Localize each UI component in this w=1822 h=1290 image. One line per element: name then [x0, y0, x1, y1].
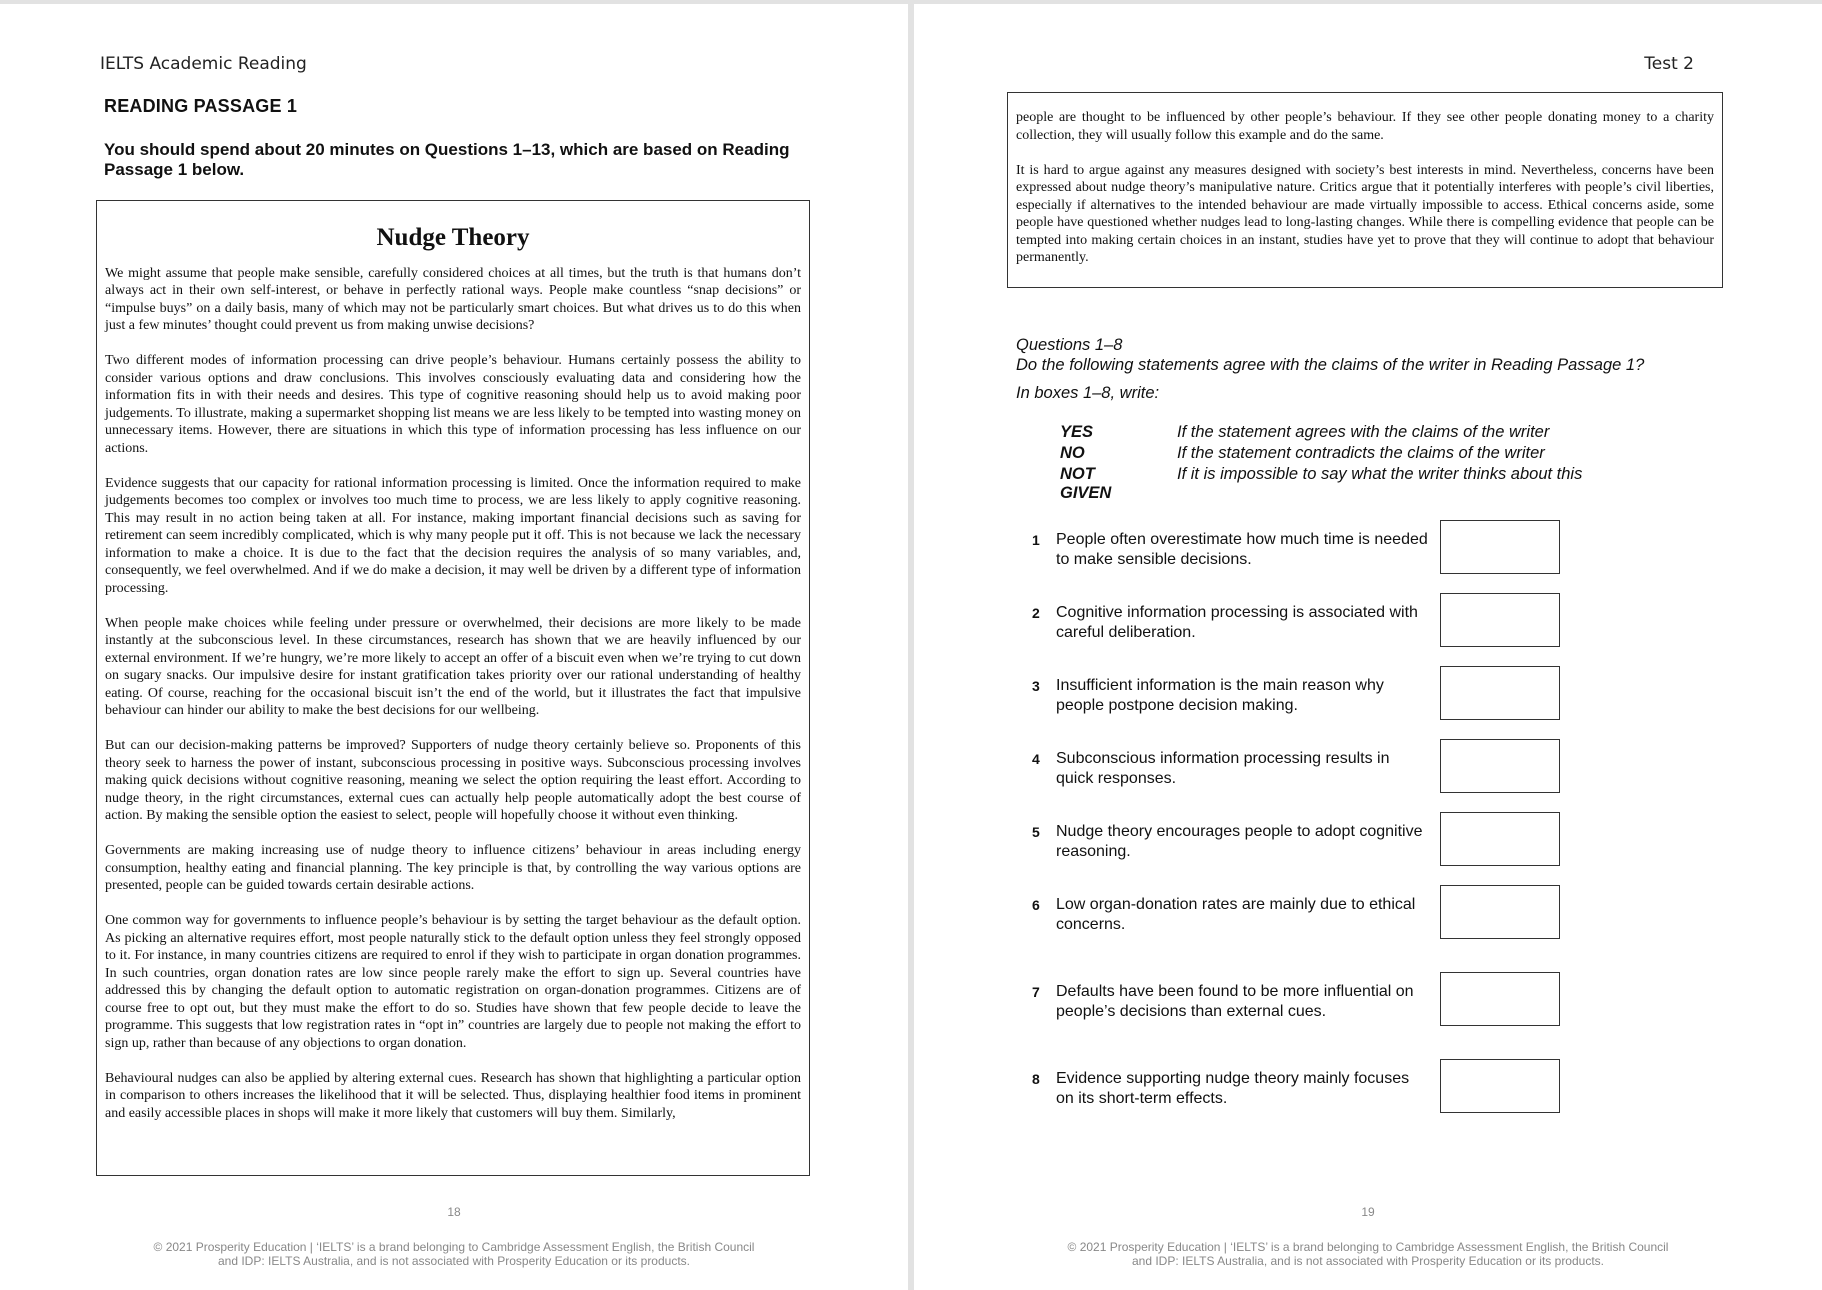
answer-box-5[interactable]: [1440, 812, 1560, 866]
question-text: Insufficient information is the main reason why people postpone decision making.: [1056, 677, 1384, 714]
question-number: 6: [1032, 897, 1040, 913]
answer-box-4[interactable]: [1440, 739, 1560, 793]
passage-title: READING PASSAGE 1: [104, 96, 298, 116]
paragraph: Two different modes of information processing can drive people’s behaviour. Humans certainly possess the ability to consider various options and draw conclusions. This involves consciously evaluating data and considering how the information fits in with their needs and desires. This type of cognitive reasoning should help us to avoid making poor judgements. To illustrate, making a supermarket shopping list means we are less likely to be tempted into wasting money on unnecessary items. However, there are situations in which this type of information processing has less influence on our actions.: [105, 353, 801, 456]
page-header: Test 2: [1644, 54, 1694, 74]
legend-key: YES: [1060, 423, 1094, 441]
question-number: 7: [1032, 984, 1040, 1000]
answer-box-2[interactable]: [1440, 593, 1560, 647]
answer-box-1[interactable]: [1440, 520, 1560, 574]
paragraph: people are thought to be influenced by other people’s behaviour. If they see other people donating money to a charity collection, they will usually follow this example and do the same.: [1016, 110, 1714, 143]
legend-key: NOT GIVEN: [1060, 465, 1112, 502]
paragraph: One common way for governments to influence people’s behaviour is by setting the target behaviour as the default option. As picking an alternative requires effort, most people naturally stick to the default option unless they feel strongly opposed to it. For instance, in many countries citizens are required to enrol if they wish to participate in organ donation programmes. In such countries, organ donation rates are low since people rarely make the effort to sign up. Several countries have addressed this by changing the default option to automatic registration on organ-donation programmes. Citizens are of course free to opt out, but they must make the effort to do so. Studies have shown that few people decide to leave the programme. This suggests that low registration rates in “opt in” countries are largely due to people not making the effort to sign up, rather than because of any objections to organ donation.: [105, 913, 801, 1051]
copyright-footer: [0, 1240, 908, 1268]
passage-instruction: You should spend about 20 minutes on Questions 1–13, which are based on Reading Passage 1 below.: [104, 140, 790, 179]
footer-line: © 2021 Prosperity Education | ‘IELTS’ is a brand belonging to Cambridge Assessment English, the British Council: [1067, 1240, 1669, 1254]
question-number: 2: [1032, 605, 1040, 621]
page-header: IELTS Academic Reading: [100, 54, 307, 74]
page-left: [0, 4, 908, 1290]
question-number: 3: [1032, 678, 1040, 694]
passage-continuation-box: [1007, 92, 1723, 288]
legend-desc: If the statement contradicts the claims of the writer: [1177, 444, 1545, 462]
page-right: [914, 4, 1822, 1290]
question-text: Defaults have been found to be more influential on people’s decisions than external cues.: [1056, 983, 1414, 1020]
question-number: 1: [1032, 532, 1040, 548]
page-number: 18: [447, 1205, 461, 1219]
paragraph: Governments are making increasing use of nudge theory to influence citizens’ behaviour in areas including energy consumption, healthy eating and financial planning. The key principle is that, by controlling the way various options are presented, people can be guided towards certain desirable actions.: [105, 843, 801, 893]
footer-line: © 2021 Prosperity Education | ‘IELTS’ is a brand belonging to Cambridge Assessment English, the British Council: [153, 1240, 755, 1254]
paragraph: When people make choices while feeling under pressure or overwhelmed, their decisions are more likely to be made instantly at the subconscious level. In these circumstances, research has shown that we are heavily influenced by our external environment. If we’re hungry, we’re more likely to accept an offer of a biscuit even when we’re trying to cut down on sugary snacks. Our impulsive desire for instant gratification takes priority over our rational understanding of healthy eating. Of course, reaching for the occasional biscuit isn’t the end of the world, but it illustrates the fact that impulsive behaviour can hinder our ability to make the best decisions for our wellbeing.: [105, 615, 801, 718]
paragraph: Behavioural nudges can also be applied by altering external cues. Research has shown that highlighting a particular option in comparison to others increases the likelihood that it will be selected. Thus, displaying healthier food items in prominent and easily accessible places in shops will make it more likely that customers will buy them. Similarly,: [105, 1070, 801, 1121]
answer-box-7[interactable]: [1440, 972, 1560, 1026]
paragraph: But can our decision-making patterns be improved? Supporters of nudge theory certainly believe so. Proponents of this theory seek to harness the power of instant, subconscious processing in positive ways. Subconscious processing involves making quick decisions without cognitive reasoning, meaning we select the option requiring the least effort. According to nudge theory, in the right circumstances, external cues can actually help people automatically adopt the best course of action. By making the sensible option the easiest to select, people will hopefully choose it without even thinking.: [105, 738, 801, 823]
paragraph: Evidence suggests that our capacity for rational information processing is limited. Once the information required to make judgements becomes too complex or involves too much time to process, we are less likely to apply cognitive reasoning. This may result in no action being taken at all. For instance, making important financial decisions such as saving for retirement can seem incredibly complicated, which is why many people put it off. This is not because we lack the necessary information to make a choice. It is due to the fact that the decision requires the analysis of so many variables, and, consequently, we feel overwhelmed. And if we do make a decision, it may well be driven by a different type of information processing.: [105, 475, 801, 596]
question-text: Evidence supporting nudge theory mainly focuses on its short-term effects.: [1056, 1070, 1410, 1107]
legend-desc: If it is impossible to say what the writer thinks about this: [1177, 465, 1583, 483]
question-number: 8: [1032, 1071, 1040, 1087]
question-text: Subconscious information processing results in quick responses.: [1056, 750, 1390, 787]
answer-box-3[interactable]: [1440, 666, 1560, 720]
legend-desc: If the statement agrees with the claims of the writer: [1177, 423, 1550, 441]
question-text: Nudge theory encourages people to adopt cognitive reasoning.: [1056, 823, 1423, 860]
questions-boxes-instruction: In boxes 1–8, write:: [1016, 384, 1160, 402]
article-title: Nudge Theory: [376, 224, 530, 251]
passage-text-box: [96, 200, 810, 1176]
footer-line: and IDP: IELTS Australia, and is not associated with Prosperity Education or its products.: [217, 1254, 690, 1268]
questions-prompt: Do the following statements agree with the claims of the writer in Reading Passage 1?: [1016, 356, 1645, 374]
paragraph: It is hard to argue against any measures designed with society’s best interests in mind. Nevertheless, concerns have been expressed about nudge theory’s manipulative nature. Critics argue that it potentially interferes with people’s civil liberties, especially if alternatives to the intended behaviour are made virtually impossible to access. Ethical concerns aside, some people have questioned whether nudges lead to long-lasting changes. While there is compelling evidence that people can be tempted into making certain choices in an instant, studies have yet to prove that they will continue to adopt that behaviour permanently.: [1016, 162, 1714, 265]
copyright-footer: [914, 1240, 1822, 1268]
page-number: 19: [1361, 1205, 1375, 1219]
question-number: 5: [1032, 824, 1040, 840]
question-text: Low organ-donation rates are mainly due to ethical concerns.: [1056, 896, 1416, 933]
legend-key: NO: [1060, 444, 1085, 462]
question-text: Cognitive information processing is associated with careful deliberation.: [1056, 604, 1418, 641]
answer-box-8[interactable]: [1440, 1059, 1560, 1113]
question-number: 4: [1032, 751, 1040, 767]
footer-line: and IDP: IELTS Australia, and is not associated with Prosperity Education or its products.: [1131, 1254, 1604, 1268]
answer-box-6[interactable]: [1440, 885, 1560, 939]
questions-range: Questions 1–8: [1016, 336, 1123, 354]
paragraph: We might assume that people make sensible, carefully considered choices at all times, but the truth is that humans don’t always act in their own self-interest, or behave in perfectly rational ways. People make countless “snap decisions” or “impulse buys” on a daily basis, many of which may not be particularly smart choices. But what drives us to do this when just a few minutes’ thought could prevent us from making unwise decisions?: [105, 265, 801, 333]
question-text: People often overestimate how much time is needed to make sensible decisions.: [1056, 531, 1428, 568]
